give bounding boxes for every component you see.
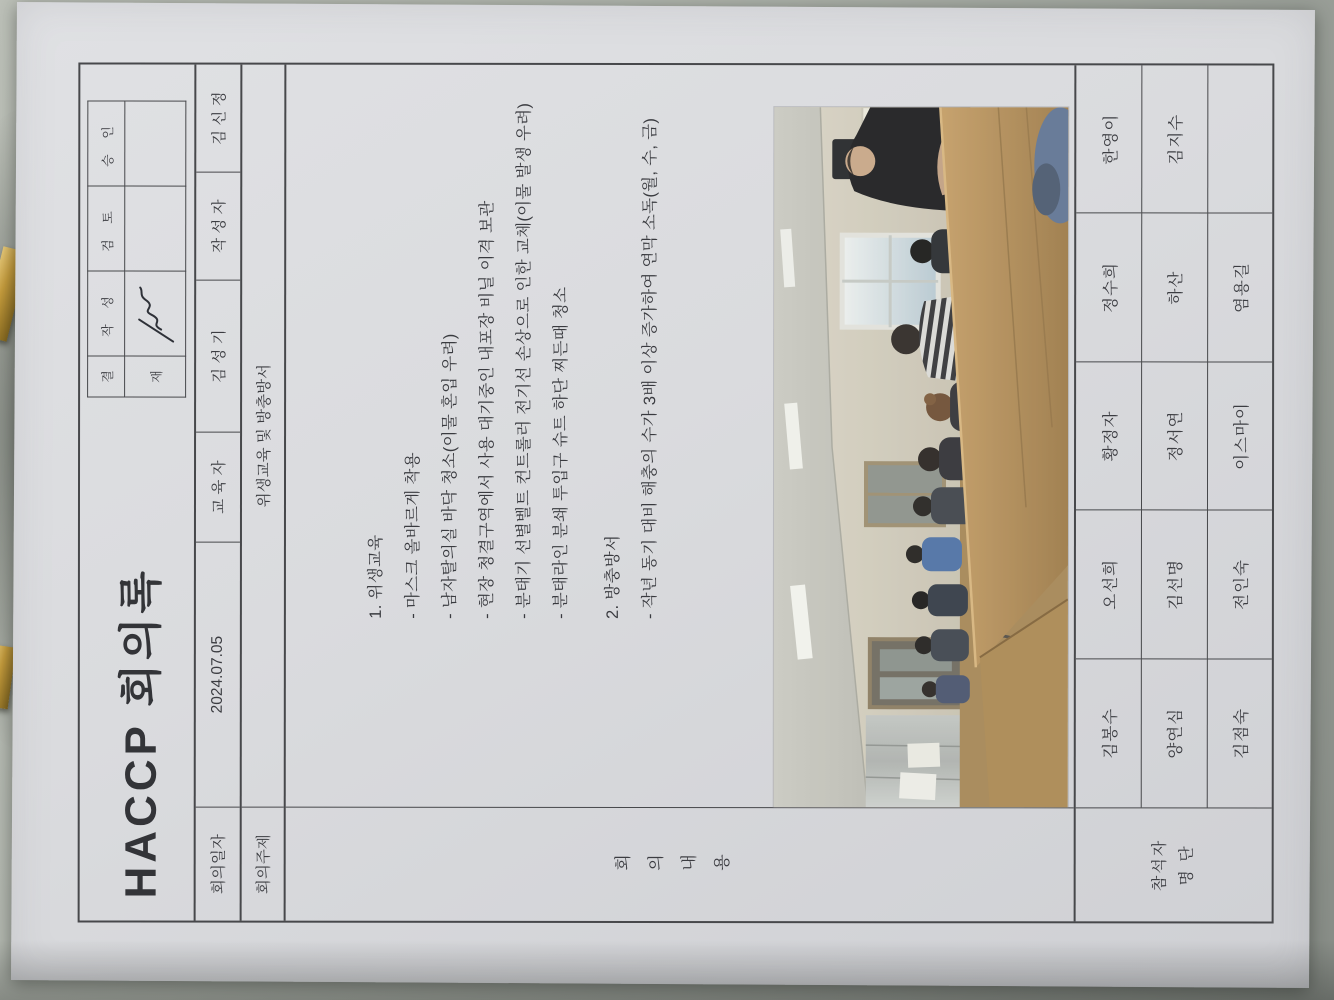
writer-label: 작 성 자	[196, 173, 240, 281]
meeting-photo-illustration	[774, 107, 1069, 807]
note-line: - 남자탈의실 바닥 청소(이물 혼입 우려)	[440, 333, 460, 619]
haccp-meeting-minutes-form	[33, 24, 1294, 965]
attendee-label-line2: 명 단	[1178, 844, 1196, 886]
approval-stamp-top: 결	[88, 356, 125, 397]
meeting-photo	[774, 107, 1069, 807]
attendee-table	[1076, 65, 1273, 808]
attendee-name: 전인숙	[1207, 511, 1272, 659]
meta-row	[194, 65, 241, 921]
attendee-name: 정서연	[1141, 362, 1206, 510]
attendee-section-label	[1076, 808, 1272, 921]
approval-block	[87, 100, 186, 397]
approval-col-review: 검 토	[88, 186, 125, 271]
note-line: 1. 위생교육	[366, 534, 385, 619]
approval-col-approve: 승 인	[88, 101, 125, 186]
note-line: - 분태기 선별벨트 컨트롤러 전기선 손상으로 인한 교체(이물 발생 우려)	[514, 102, 534, 619]
note-line: 2. 방충방서	[603, 534, 622, 619]
note-line: - 작년 동기 대비 해충의 수가 3배 이상 증가하여 연막 소독(월, 수, 금)	[640, 117, 660, 619]
topic-row	[240, 65, 285, 921]
approval-approve-cell	[125, 101, 186, 186]
attendee-name-empty	[1207, 65, 1272, 213]
meeting-topic-label: 회의주제	[255, 834, 273, 895]
paper-sheet	[11, 2, 1315, 988]
attendee-name: 이스마이	[1207, 362, 1272, 510]
attendee-name: 황정자	[1076, 362, 1141, 510]
attendee-name: 정수희	[1076, 214, 1141, 362]
attendee-name: 오선희	[1076, 511, 1141, 659]
educator-value: 김 성 기	[196, 281, 240, 433]
approval-col-write: 작 성	[88, 271, 125, 356]
note-line: - 현장 청결구역에서 사용 대기중인 내포장 비닐 이격 보관	[477, 200, 497, 619]
content-row	[284, 65, 1075, 922]
attendee-name: 김봉수	[1101, 707, 1120, 759]
approval-signature-cell	[125, 271, 186, 356]
attendee-name: 김점숙	[1206, 659, 1271, 807]
form-table	[78, 62, 1275, 923]
attendee-name: 김지수	[1142, 65, 1207, 213]
note-line: - 마스크 올바르게 착용	[403, 452, 423, 619]
approval-review-cell	[125, 186, 186, 271]
attendee-name: 김선명	[1141, 511, 1206, 659]
attendee-name: 한영이	[1076, 65, 1141, 213]
meeting-date-value: 2024.07.05	[196, 543, 240, 808]
meeting-topic-value: 위생교육 및 방충방서	[242, 65, 285, 808]
attendee-section	[1074, 65, 1273, 921]
attendee-name: 염용길	[1207, 214, 1272, 362]
note-line: - 분태라인 분쇄 투입구 슈트 하단 찌든때 청소	[551, 286, 571, 619]
attendee-label-line1: 참석자	[1151, 838, 1169, 892]
attendee-name: 하산	[1141, 214, 1206, 362]
page-title: HACCP 회의록	[116, 567, 166, 899]
educator-label: 교 육 자	[196, 433, 240, 543]
content-section-label: 회의내용	[613, 854, 746, 875]
meeting-notes	[358, 103, 669, 619]
writer-value: 김 신 정	[196, 65, 240, 173]
approval-stamp-bottom: 재	[125, 356, 186, 397]
title-row	[80, 64, 195, 920]
meeting-date-label: 회의일자	[210, 834, 228, 895]
bottom-shadow	[0, 940, 1334, 1000]
content-cell	[286, 65, 1075, 809]
attendee-name: 양연심	[1141, 659, 1206, 807]
signature-scribble	[131, 280, 179, 348]
